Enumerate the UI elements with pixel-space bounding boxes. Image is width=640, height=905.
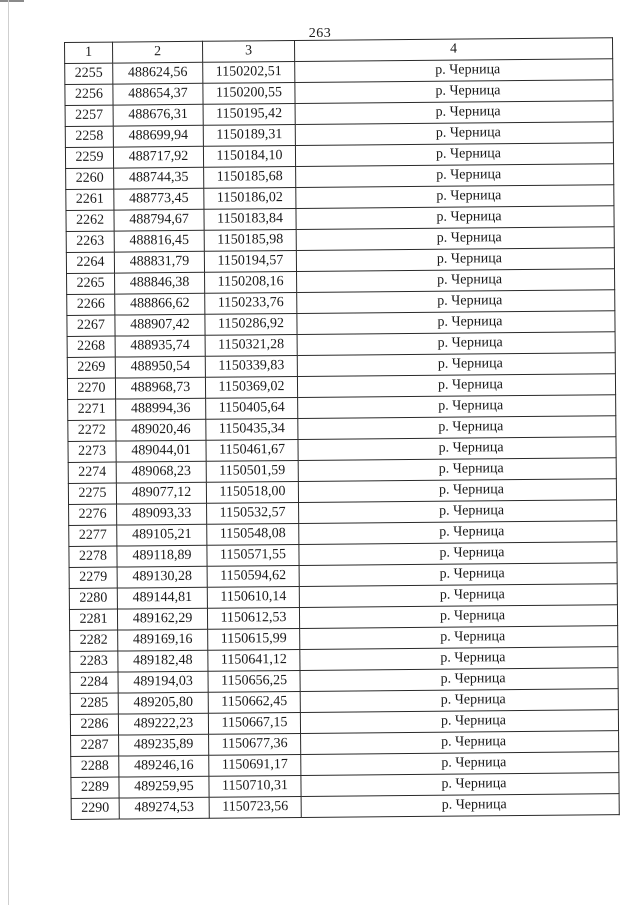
- column-header-3: 3: [202, 40, 294, 62]
- description-cell: р. Черница: [300, 710, 618, 734]
- point-number-cell: 2267: [67, 315, 115, 336]
- point-number-cell: 2266: [67, 294, 115, 315]
- y-coordinate-cell: 1150202,51: [203, 61, 295, 83]
- point-number-cell: 2269: [67, 357, 115, 378]
- description-cell: р. Черница: [295, 59, 613, 83]
- point-number-cell: 2277: [69, 525, 117, 546]
- description-cell: р. Черница: [299, 563, 617, 587]
- description-cell: р. Черница: [301, 731, 619, 755]
- y-coordinate-cell: 1150208,16: [205, 271, 297, 293]
- x-coordinate-cell: 488968,73: [115, 377, 205, 399]
- x-coordinate-cell: 488744,35: [114, 167, 204, 189]
- x-coordinate-cell: 489144,81: [117, 587, 207, 609]
- point-number-cell: 2271: [68, 399, 116, 420]
- point-number-cell: 2289: [71, 777, 119, 798]
- description-cell: р. Черница: [297, 374, 615, 398]
- x-coordinate-cell: 489068,23: [116, 461, 206, 483]
- table-body: [65, 59, 620, 820]
- x-coordinate-cell: 488717,92: [113, 146, 203, 168]
- point-number-cell: 2283: [70, 651, 118, 672]
- point-number-cell: 2280: [69, 588, 117, 609]
- description-cell: р. Черница: [301, 773, 619, 797]
- coordinates-table: [64, 37, 620, 820]
- x-coordinate-cell: 488831,79: [114, 251, 204, 273]
- description-cell: р. Черница: [299, 584, 617, 608]
- description-cell: р. Черница: [299, 500, 617, 524]
- point-number-cell: 2259: [65, 147, 113, 168]
- x-coordinate-cell: 488676,31: [113, 104, 203, 126]
- y-coordinate-cell: 1150691,17: [209, 754, 301, 776]
- point-number-cell: 2260: [66, 168, 114, 189]
- x-coordinate-cell: 488816,45: [114, 230, 204, 252]
- scan-corner-mark: [0, 0, 24, 2]
- column-header-1: 1: [65, 42, 113, 63]
- y-coordinate-cell: 1150461,67: [206, 439, 298, 461]
- description-cell: р. Черница: [299, 542, 617, 566]
- y-coordinate-cell: 1150195,42: [203, 103, 295, 125]
- description-cell: р. Черница: [295, 143, 613, 167]
- x-coordinate-cell: 488907,42: [115, 314, 205, 336]
- description-cell: р. Черница: [301, 794, 619, 818]
- x-coordinate-cell: 489162,29: [117, 608, 207, 630]
- y-coordinate-cell: 1150615,99: [208, 628, 300, 650]
- point-number-cell: 2255: [65, 63, 113, 84]
- description-cell: р. Черница: [297, 311, 615, 335]
- y-coordinate-cell: 1150321,28: [205, 334, 297, 356]
- description-cell: р. Черница: [298, 458, 616, 482]
- description-cell: р. Черница: [297, 290, 615, 314]
- x-coordinate-cell: 488994,36: [116, 398, 206, 420]
- y-coordinate-cell: 1150183,84: [204, 208, 296, 230]
- point-number-cell: 2281: [69, 609, 117, 630]
- x-coordinate-cell: 489044,01: [116, 440, 206, 462]
- table-row: [71, 794, 619, 820]
- scan-margin-line: [8, 0, 9, 905]
- column-header-2: 2: [113, 41, 203, 63]
- y-coordinate-cell: 1150286,92: [205, 313, 297, 335]
- description-cell: р. Черница: [296, 164, 614, 188]
- x-coordinate-cell: 488654,37: [113, 83, 203, 105]
- description-cell: р. Черница: [299, 605, 617, 629]
- description-cell: р. Черница: [300, 647, 618, 671]
- x-coordinate-cell: 488846,38: [115, 272, 205, 294]
- column-header-4: 4: [294, 38, 612, 62]
- description-cell: р. Черница: [295, 101, 613, 125]
- y-coordinate-cell: 1150233,76: [205, 292, 297, 314]
- point-number-cell: 2261: [66, 189, 114, 210]
- x-coordinate-cell: 489205,80: [118, 692, 208, 714]
- x-coordinate-cell: 489130,28: [117, 566, 207, 588]
- x-coordinate-cell: 488773,45: [114, 188, 204, 210]
- point-number-cell: 2278: [69, 546, 117, 567]
- point-number-cell: 2287: [71, 735, 119, 756]
- x-coordinate-cell: 489118,89: [117, 545, 207, 567]
- description-cell: р. Черница: [295, 80, 613, 104]
- x-coordinate-cell: 489093,33: [117, 503, 207, 525]
- y-coordinate-cell: 1150189,31: [203, 124, 295, 146]
- y-coordinate-cell: 1150405,64: [206, 397, 298, 419]
- point-number-cell: 2263: [66, 231, 114, 252]
- y-coordinate-cell: 1150677,36: [209, 733, 301, 755]
- description-cell: р. Черница: [301, 752, 619, 776]
- y-coordinate-cell: 1150662,45: [208, 691, 300, 713]
- description-cell: р. Черница: [298, 395, 616, 419]
- y-coordinate-cell: 1150184,10: [203, 145, 295, 167]
- y-coordinate-cell: 1150656,25: [208, 670, 300, 692]
- x-coordinate-cell: 489235,89: [119, 734, 209, 756]
- point-number-cell: 2265: [67, 273, 115, 294]
- y-coordinate-cell: 1150369,02: [205, 376, 297, 398]
- x-coordinate-cell: 489246,16: [119, 755, 209, 777]
- description-cell: р. Черница: [296, 206, 614, 230]
- y-coordinate-cell: 1150571,55: [207, 544, 299, 566]
- y-coordinate-cell: 1150667,15: [208, 712, 300, 734]
- x-coordinate-cell: 488624,56: [113, 62, 203, 84]
- page-number: 263: [308, 26, 332, 41]
- description-cell: р. Черница: [298, 479, 616, 503]
- description-cell: р. Черница: [296, 185, 614, 209]
- y-coordinate-cell: 1150641,12: [208, 649, 300, 671]
- y-coordinate-cell: 1150532,57: [207, 502, 299, 524]
- y-coordinate-cell: 1150518,00: [206, 481, 298, 503]
- y-coordinate-cell: 1150710,31: [209, 775, 301, 797]
- y-coordinate-cell: 1150194,57: [204, 250, 296, 272]
- point-number-cell: 2264: [66, 252, 114, 273]
- description-cell: р. Черница: [297, 269, 615, 293]
- x-coordinate-cell: 489169,16: [118, 629, 208, 651]
- y-coordinate-cell: 1150186,02: [204, 187, 296, 209]
- description-cell: р. Черница: [299, 521, 617, 545]
- point-number-cell: 2279: [69, 567, 117, 588]
- point-number-cell: 2258: [65, 126, 113, 147]
- description-cell: р. Черница: [298, 437, 616, 461]
- point-number-cell: 2285: [70, 693, 118, 714]
- y-coordinate-cell: 1150200,55: [203, 82, 295, 104]
- point-number-cell: 2275: [68, 483, 116, 504]
- point-number-cell: 2270: [67, 378, 115, 399]
- point-number-cell: 2276: [69, 504, 117, 525]
- x-coordinate-cell: 489020,46: [116, 419, 206, 441]
- x-coordinate-cell: 488950,54: [115, 356, 205, 378]
- x-coordinate-cell: 488866,62: [115, 293, 205, 315]
- point-number-cell: 2272: [68, 420, 116, 441]
- x-coordinate-cell: 489222,23: [118, 713, 208, 735]
- x-coordinate-cell: 488935,74: [115, 335, 205, 357]
- x-coordinate-cell: 488699,94: [113, 125, 203, 147]
- y-coordinate-cell: 1150185,68: [204, 166, 296, 188]
- x-coordinate-cell: 489105,21: [117, 524, 207, 546]
- point-number-cell: 2274: [68, 462, 116, 483]
- point-number-cell: 2273: [68, 441, 116, 462]
- description-cell: р. Черница: [300, 689, 618, 713]
- description-cell: р. Черница: [297, 353, 615, 377]
- x-coordinate-cell: 489182,48: [118, 650, 208, 672]
- x-coordinate-cell: 489077,12: [116, 482, 206, 504]
- point-number-cell: 2282: [70, 630, 118, 651]
- point-number-cell: 2256: [65, 84, 113, 105]
- description-cell: р. Черница: [296, 248, 614, 272]
- description-cell: р. Черница: [298, 416, 616, 440]
- y-coordinate-cell: 1150548,08: [207, 523, 299, 545]
- y-coordinate-cell: 1150501,59: [206, 460, 298, 482]
- y-coordinate-cell: 1150339,83: [205, 355, 297, 377]
- point-number-cell: 2284: [70, 672, 118, 693]
- point-number-cell: 2286: [70, 714, 118, 735]
- description-cell: р. Черница: [296, 227, 614, 251]
- y-coordinate-cell: 1150594,62: [207, 565, 299, 587]
- x-coordinate-cell: 488794,67: [114, 209, 204, 231]
- description-cell: р. Черница: [297, 332, 615, 356]
- y-coordinate-cell: 1150185,98: [204, 229, 296, 251]
- point-number-cell: 2262: [66, 210, 114, 231]
- y-coordinate-cell: 1150435,34: [206, 418, 298, 440]
- y-coordinate-cell: 1150610,14: [207, 586, 299, 608]
- point-number-cell: 2288: [71, 756, 119, 777]
- y-coordinate-cell: 1150723,56: [209, 796, 301, 818]
- point-number-cell: 2257: [65, 105, 113, 126]
- point-number-cell: 2290: [71, 798, 119, 819]
- description-cell: р. Черница: [295, 122, 613, 146]
- description-cell: р. Черница: [300, 668, 618, 692]
- x-coordinate-cell: 489194,03: [118, 671, 208, 693]
- y-coordinate-cell: 1150612,53: [207, 607, 299, 629]
- point-number-cell: 2268: [67, 336, 115, 357]
- x-coordinate-cell: 489259,95: [119, 776, 209, 798]
- x-coordinate-cell: 489274,53: [119, 797, 209, 819]
- description-cell: р. Черница: [300, 626, 618, 650]
